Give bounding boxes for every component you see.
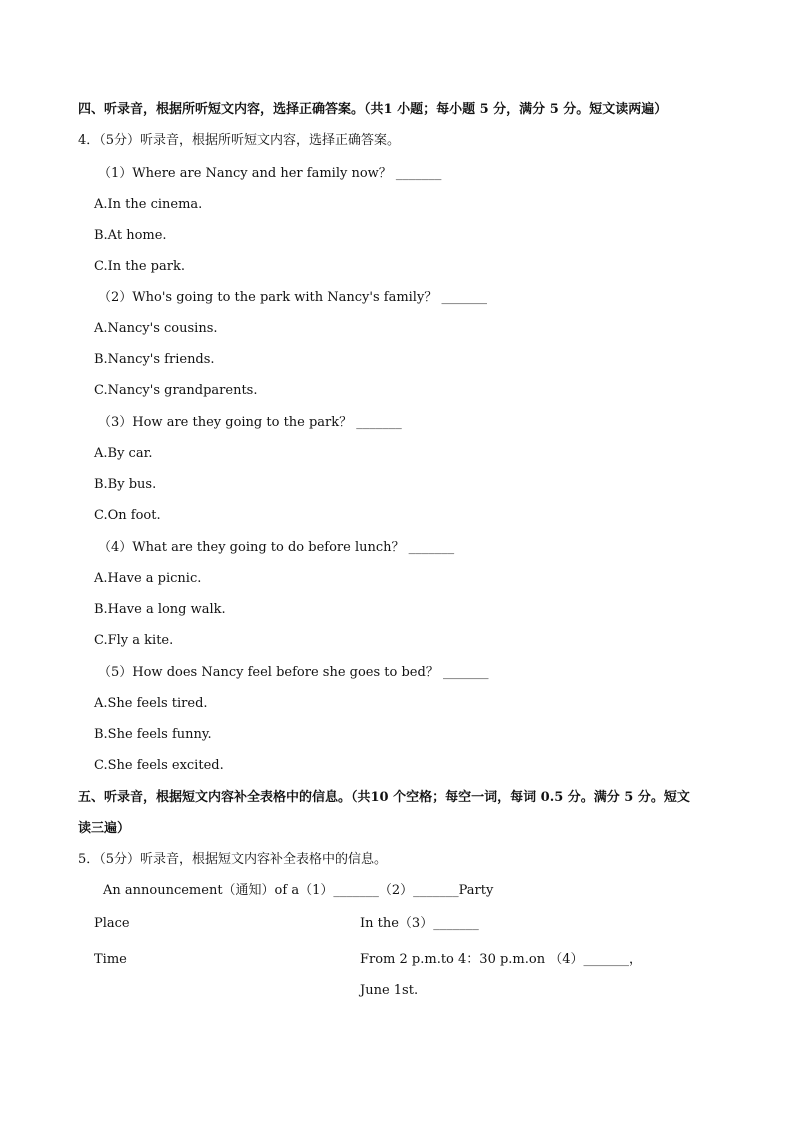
table-label-place: Place bbox=[94, 916, 130, 931]
option-4-1-a: A.In the cinema. bbox=[94, 197, 203, 212]
option-4-2-c: C.Nancy's grandparents. bbox=[94, 383, 258, 398]
question-4-title: 4．（5分）听录音，根据所听短文内容，选择正确答案。 bbox=[78, 133, 401, 148]
option-4-3-b: B.By bus. bbox=[94, 477, 157, 492]
option-4-1-c: C.In the park. bbox=[94, 259, 185, 274]
section-5-header-line1: 五、听录音，根据短文内容补全表格中的信息。（共10 个空格；每空一词，每词 0.5 分。满分 5 分。短文 bbox=[78, 790, 690, 805]
table-value-time-date: June 1st. bbox=[360, 983, 419, 998]
option-4-3-a: A.By car. bbox=[94, 446, 153, 461]
table-label-time: Time bbox=[94, 952, 127, 967]
question-4-5: （5）How does Nancy feel before she goes to bed？ _______ bbox=[98, 665, 489, 680]
option-4-2-a: A.Nancy's cousins. bbox=[94, 321, 218, 336]
question-4-2: （2）Who's going to the park with Nancy's family？ _______ bbox=[98, 290, 487, 305]
question-4-4: （4）What are they going to do before lunch？ _______ bbox=[98, 540, 455, 555]
option-4-3-c: C.On foot. bbox=[94, 508, 161, 523]
option-4-4-a: A.Have a picnic. bbox=[94, 571, 202, 586]
announcement-line: An announcement（通知）of a（1）_______（2）_______Party bbox=[103, 883, 494, 898]
option-4-2-b: B.Nancy's friends. bbox=[94, 352, 215, 367]
question-4-3: （3）How are they going to the park？ _______ bbox=[98, 415, 402, 430]
table-value-place: In the（3）_______ bbox=[360, 916, 479, 931]
option-4-1-b: B.At home. bbox=[94, 228, 167, 243]
question-5-title: 5．（5分）听录音，根据短文内容补全表格中的信息。 bbox=[78, 852, 388, 867]
option-4-5-b: B.She feels funny. bbox=[94, 727, 212, 742]
option-4-5-c: C.She feels excited. bbox=[94, 758, 224, 773]
option-4-4-c: C.Fly a kite. bbox=[94, 633, 174, 648]
option-4-5-a: A.She feels tired. bbox=[94, 696, 208, 711]
table-value-time: From 2 p.m.to 4：30 p.m.on （4）_______， bbox=[360, 952, 642, 967]
section-4-header: 四、听录音，根据所听短文内容，选择正确答案。（共1 小题；每小题 5 分，满分 5 分。短文读两遍） bbox=[78, 102, 668, 117]
question-4-1: （1）Where are Nancy and her family now？ _______ bbox=[98, 166, 442, 181]
section-5-header-line2: 读三遍） bbox=[78, 821, 131, 836]
option-4-4-b: B.Have a long walk. bbox=[94, 602, 226, 617]
